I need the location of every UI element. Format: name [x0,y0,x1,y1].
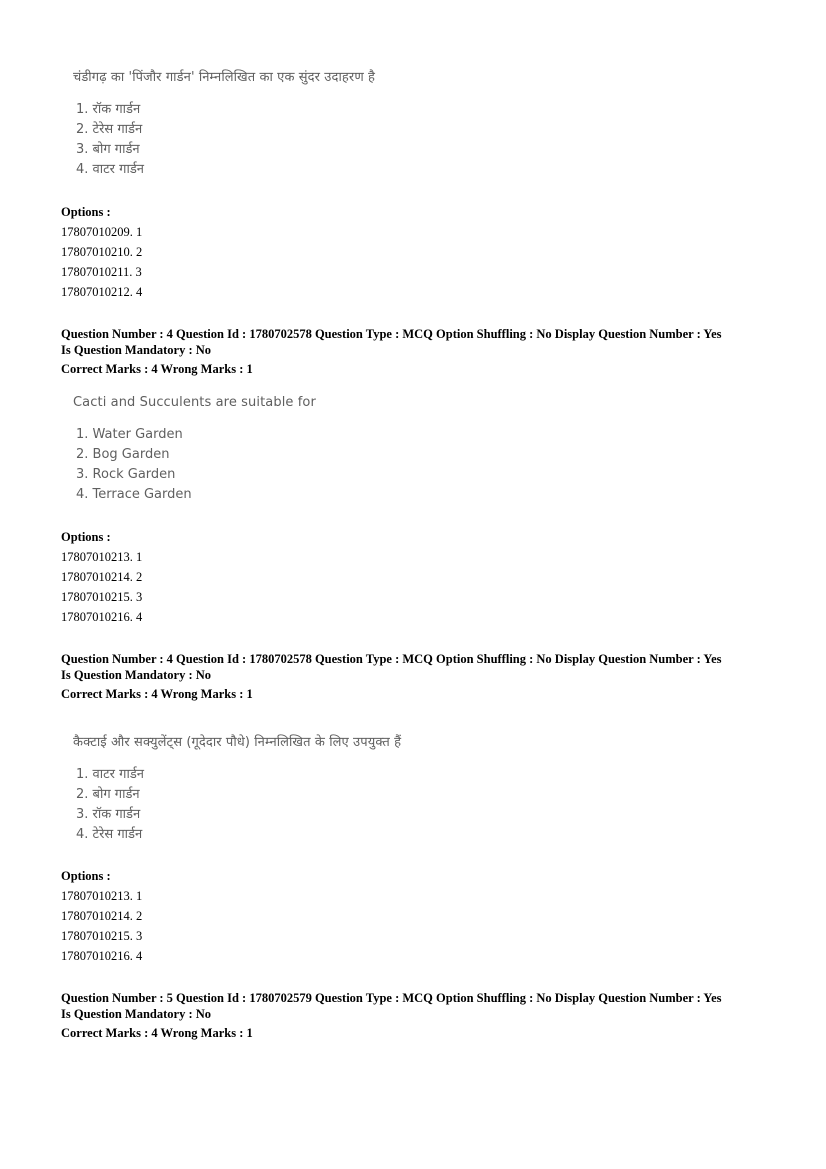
options-block-q4-en [61,528,142,627]
choice-item: 2. Bog Garden [76,447,170,462]
option-row: 17807010216. 4 [61,949,143,963]
question-stem: Cacti and Succulents are suitable for [73,395,316,410]
options-label: Options : [61,205,111,219]
question-choice-list [73,765,401,845]
option-row: 17807010215. 3 [61,590,143,604]
options-label: Options : [61,869,111,883]
choice-item: 1. वाटर गार्डन [76,767,144,782]
choice-item: 2. बोग गार्डन [76,787,140,802]
option-row: 17807010215. 3 [61,929,143,943]
question-marks-line: Correct Marks : 4 Wrong Marks : 1 [61,362,253,376]
choice-item: 4. टेरेस गार्डन [76,827,143,842]
option-row: 17807010209. 1 [61,225,143,239]
question-mandatory-line: Is Question Mandatory : No [61,1007,212,1021]
option-row: 17807010210. 2 [61,245,143,259]
question-choice-list [73,425,316,505]
choice-item: 1. रॉक गार्डन [76,102,141,117]
choice-item: 3. बोग गार्डन [76,142,140,157]
option-row: 17807010211. 3 [61,265,142,279]
question-meta-line: Question Number : 5 Question Id : 1780702579 Question Type : MCQ Option Shuffling : No Display Question Number : Yes [61,991,722,1005]
choice-item: 1. Water Garden [76,427,183,442]
question-meta-q5 [61,990,781,1041]
choice-item: 3. रॉक गार्डन [76,807,141,822]
option-row: 17807010213. 1 [61,889,143,903]
option-row: 17807010214. 2 [61,570,143,584]
question-image-q4-hindi [73,732,401,845]
question-stem: चंडीगढ़ का 'पिंजौर गार्डन' निम्नलिखित का एक सुंदर उदाहरण है [73,70,376,85]
options-block-q3 [61,203,142,302]
option-row: 17807010214. 2 [61,909,143,923]
option-row: 17807010216. 4 [61,610,143,624]
question-image-q3-hindi [73,67,375,180]
question-meta-q4-hi [61,651,781,702]
question-marks-line: Correct Marks : 4 Wrong Marks : 1 [61,687,253,701]
question-mandatory-line: Is Question Mandatory : No [61,668,212,682]
choice-item: 2. टेरेस गार्डन [76,122,143,137]
choice-item: 4. Terrace Garden [76,487,192,502]
question-meta-line: Question Number : 4 Question Id : 1780702578 Question Type : MCQ Option Shuffling : No Display Question Number : Yes [61,652,722,666]
question-meta-q4-en [61,326,781,377]
choice-item: 3. Rock Garden [76,467,176,482]
question-mandatory-line: Is Question Mandatory : No [61,343,212,357]
option-row: 17807010212. 4 [61,285,143,299]
question-marks-line: Correct Marks : 4 Wrong Marks : 1 [61,1026,253,1040]
options-label: Options : [61,530,111,544]
option-row: 17807010213. 1 [61,550,143,564]
question-choice-list [73,100,375,180]
question-stem: कैक्टाई और सक्युलेंट्स (गूदेदार पौधे) निम्नलिखित के लिए उपयुक्त हैं [73,735,402,750]
choice-item: 4. वाटर गार्डन [76,162,144,177]
question-image-q4-english [73,395,316,505]
question-meta-line: Question Number : 4 Question Id : 1780702578 Question Type : MCQ Option Shuffling : No Display Question Number : Yes [61,327,722,341]
options-block-q4-hi [61,867,142,966]
